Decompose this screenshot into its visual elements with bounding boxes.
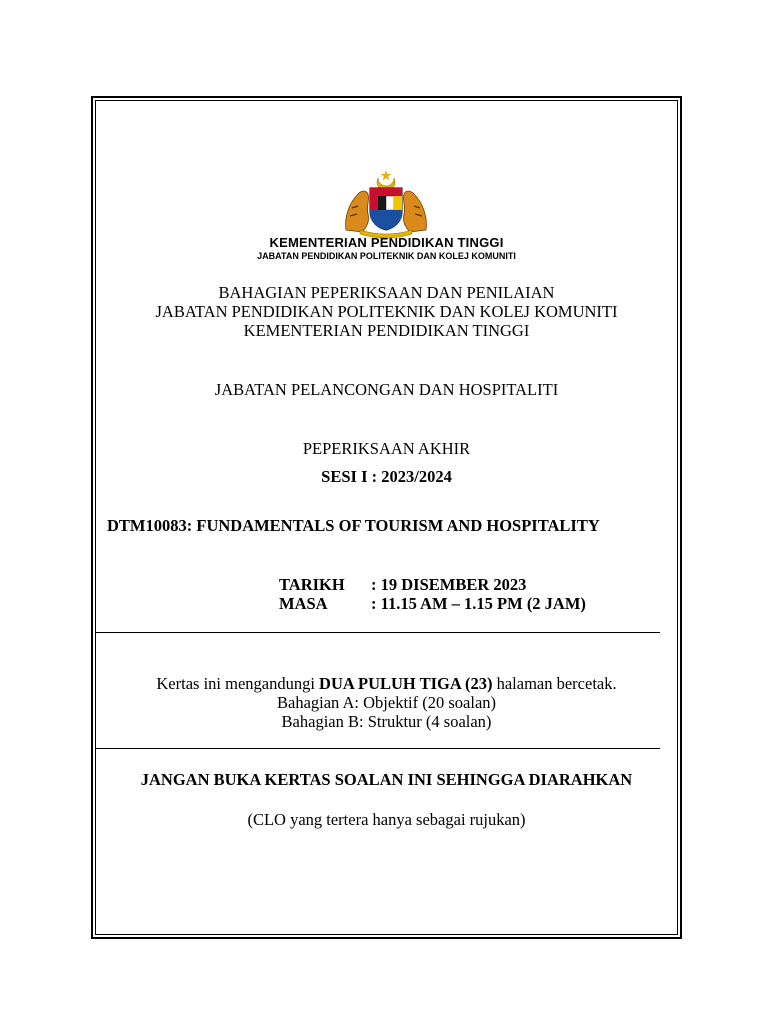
header-division: BAHAGIAN PEPERIKSAAN DAN PENILAIAN [218,283,555,302]
time-value: : 11.15 AM – 1.15 PM (2 JAM) [371,594,586,613]
page-count-prefix: Kertas ini mengandungi [156,674,320,693]
header-department: JABATAN PENDIDIKAN POLITEKNIK DAN KOLEJ KOMUNITI [155,302,618,321]
page-count-bold: DUA PULUH TIGA (23) [319,674,493,693]
warning-text: JANGAN BUKA KERTAS SOALAN INI SEHINGGA DIARAHKAN [140,770,633,789]
page-count-suffix: halaman bercetak. [492,674,617,693]
time-label: MASA [279,594,328,613]
course-title: DTM10083: FUNDAMENTALS OF TOURISM AND HOSPITALITY [107,516,600,535]
department-name: JABATAN PELANCONGAN DAN HOSPITALITI [214,380,559,399]
header-ministry: KEMENTERIAN PENDIDIKAN TINGGI [243,321,530,340]
logo-department-name: JABATAN PENDIDIKAN POLITEKNIK DAN KOLEJ KOMUNITI [257,251,516,261]
exam-session: SESI I : 2023/2024 [321,467,452,486]
page-count-note [95,674,678,694]
date-label: TARIKH [279,575,345,594]
section-a-info: Bahagian A: Objektif (20 soalan) [276,693,497,712]
clo-note: (CLO yang tertera hanya sebagai rujukan) [247,810,526,829]
divider-top [95,632,660,633]
logo-ministry-name: KEMENTERIAN PENDIDIKAN TINGGI [269,235,504,250]
divider-bottom [95,748,660,749]
coat-of-arms-icon [340,168,432,238]
exam-title: PEPERIKSAAN AKHIR [302,439,471,458]
date-value: : 19 DISEMBER 2023 [371,575,527,594]
section-b-info: Bahagian B: Struktur (4 soalan) [281,712,492,731]
